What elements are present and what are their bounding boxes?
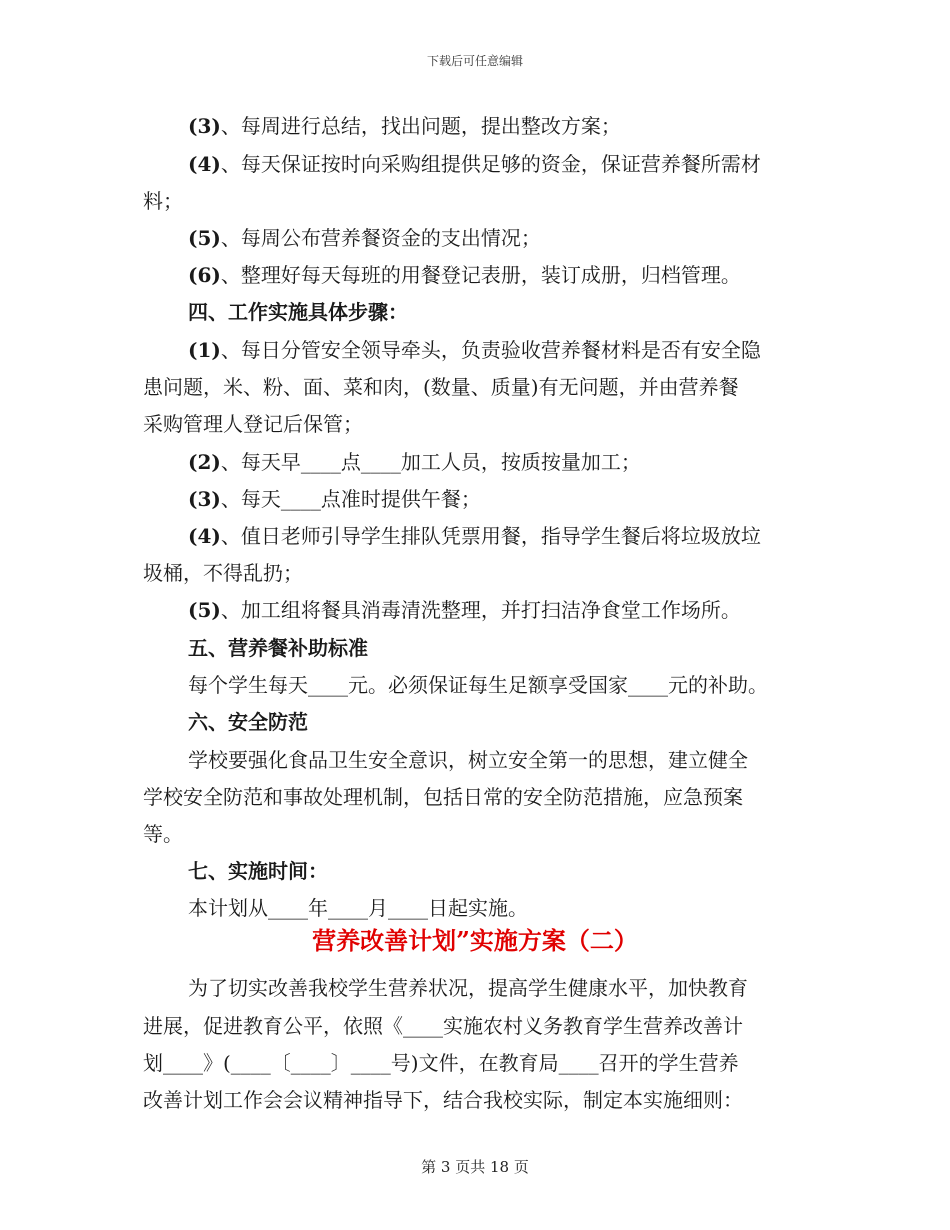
list-item xyxy=(188,261,868,289)
item-number: (1) xyxy=(188,338,221,362)
item-number: (4) xyxy=(188,152,221,176)
text-line: 划____》(____〔____〕____号)文件，在教育局____召开的学生营养 xyxy=(143,1051,739,1075)
item-number: (3) xyxy=(188,487,221,511)
list-item xyxy=(188,336,868,364)
text-line: 学校安全防范和事故处理机制，包括日常的安全防范措施，应急预案 xyxy=(143,785,743,809)
item-text: 、每日分管安全领导牵头，负责验收营养餐材料是否有安全隐 xyxy=(220,338,761,362)
page-number: 第 3 页共 18 页 xyxy=(421,1158,529,1176)
item-text: 、每天____点准时提供午餐； xyxy=(220,487,481,511)
item-text: 、每天保证按时向采购组提供足够的资金，保证营养餐所需材 xyxy=(220,152,761,176)
list-item xyxy=(188,112,868,140)
text-line: 每个学生每天____元。必须保证每生足额享受国家____元的补助。 xyxy=(188,673,768,697)
section-heading: 七、实施时间： xyxy=(188,859,328,883)
text-line: 圾桶，不得乱扔； xyxy=(143,561,303,585)
text-line: 为了切实改善我校学生营养状况，提高学生健康水平，加快教育 xyxy=(188,976,748,1000)
text-line: 本计划从____年____月____日起实施。 xyxy=(188,896,528,920)
page-header: 下载后可任意编辑 xyxy=(426,54,523,68)
list-item xyxy=(188,448,868,476)
item-number: (5) xyxy=(188,226,221,250)
item-text: 、每天早____点____加工人员，按质按量加工； xyxy=(220,450,641,474)
text-line: 学校要强化食品卫生安全意识，树立安全第一的思想，建立健全 xyxy=(188,748,748,772)
item-text: 、每周公布营养餐资金的支出情况； xyxy=(220,226,541,250)
list-item xyxy=(188,522,868,550)
list-item xyxy=(188,596,868,624)
item-text: 、整理好每天每班的用餐登记表册，装订成册，归档管理。 xyxy=(220,263,741,287)
item-number: (6) xyxy=(188,263,221,287)
item-number: (5) xyxy=(188,598,221,622)
list-item xyxy=(188,224,868,252)
text-line: 采购管理人登记后保管； xyxy=(143,412,363,436)
section-heading: 四、工作实施具体步骤： xyxy=(188,300,408,324)
item-text: 、值日老师引导学生排队凭票用餐，指导学生餐后将垃圾放垃 xyxy=(220,524,761,548)
text-line: 料； xyxy=(143,189,183,213)
text-line: 患问题，米、粉、面、菜和肉，(数量、质量)有无问题，并由营养餐 xyxy=(143,375,739,399)
list-item xyxy=(188,150,868,178)
item-number: (2) xyxy=(188,450,221,474)
item-number: (3) xyxy=(188,114,221,138)
text-line: 改善计划工作会会议精神指导下，结合我校实际，制定本实施细则： xyxy=(143,1088,743,1112)
section-heading: 六、安全防范 xyxy=(188,710,308,734)
list-item xyxy=(188,485,868,513)
section-heading: 五、营养餐补助标准 xyxy=(188,636,368,660)
section-title: 营养改善计划”实施方案（二） xyxy=(312,926,638,955)
item-text: 、加工组将餐具消毒清洗整理，并打扫洁净食堂工作场所。 xyxy=(220,598,741,622)
text-line: 进展，促进教育公平，依照《____实施农村义务教育学生营养改善计 xyxy=(143,1014,743,1038)
item-number: (4) xyxy=(188,524,221,548)
item-text: 、每周进行总结，找出问题，提出整改方案； xyxy=(220,114,621,138)
text-line: 等。 xyxy=(143,822,183,846)
